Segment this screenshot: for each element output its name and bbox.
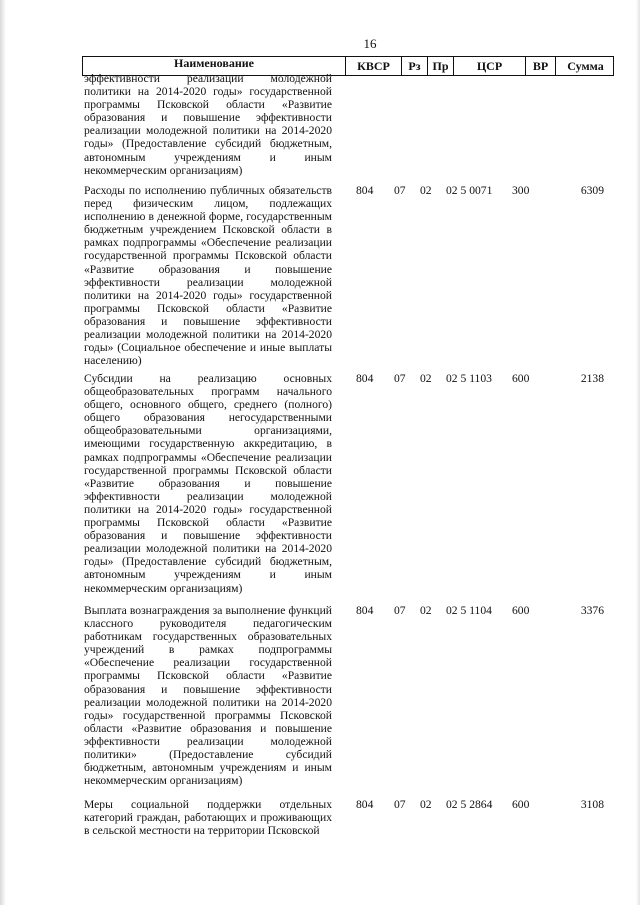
row-name: Меры социальной поддержки отдельных категорий граждан, работающих и проживающих в сельской местности на территории Псковской [84,798,332,838]
row-vr: 600 [512,798,530,811]
header-csr: ЦСР [453,57,525,75]
row-rz: 07 [394,798,406,811]
header-rz: Рз [401,57,427,75]
row-name: Выплата вознаграждения за выполнение функций классного руководителя педагогическим работникам государственных образовательных учреждений в рамках подпрограммы «Обеспечение реализации государственной программы Псковской области «Развитие образования и повышение эффективности реализации молодежной политики на 2014-2020 годы» государственной программы Псковской области «Развитие образования и повышение эффективности реализации молодежной политики» (Предоставление субсидий бюджетным, автономным учреждениям и иным некоммерческим организациям) [84,604,332,788]
row-vr: 600 [512,372,530,385]
row-sum: 6309 [580,184,604,197]
header-name: Наименование [174,56,254,70]
page-number: 16 [363,36,377,51]
row-pr: 02 [420,184,432,197]
row-pr: 02 [420,372,432,385]
row-kvsr: 804 [356,798,374,811]
row-name: эффективности реализации молодежной политики на 2014-2020 годы» государственной программы Псковской области «Развитие образования и повышение эффективности реализации молодежной политики на 2014-2020 годы» (Предоставление субсидий бюджетным, автономным учреждениям и иным некоммерческим организациям) [84,72,332,177]
row-csr: 02 5 0071 [446,184,493,197]
row-pr: 02 [420,798,432,811]
row-pr: 02 [420,604,432,617]
row-csr: 02 5 1104 [446,604,492,617]
row-kvsr: 804 [356,604,374,617]
row-name: Расходы по исполнению публичных обязательств перед физическим лицом, подлежащих исполнению в денежной форме, государственным бюджетным учреждением Псковской области в рамках подпрограммы «Обеспечение реализации государственной программы Псковской области «Развитие образования и повышение эффективности реализации молодежной политики на 2014-2020 годы» государственной программы Псковской области «Развитие образования и повышение эффективности реализации молодежной политики на 2014-2020 годы» (Социальное обеспечение и иные выплаты населению) [84,184,332,368]
row-name: Субсидии на реализацию основных общеобразовательных программ начального общего, основного общего, среднего (полного) общего образования негосударственными общеобразовательными организациями, имеющими государственную аккредитацию, в рамках подпрограммы «Обеспечение реализации государственной программы Псковской области «Развитие образования и повышение эффективности реализации молодежной политики на 2014-2020 годы» государственной программы Псковской области «Развитие образования и повышение эффективности реализации молодежной политики на 2014-2020 годы» (Предоставление субсидий бюджетным, автономным учреждениям и иным некоммерческим организациям) [84,372,332,595]
row-csr: 02 5 1103 [446,372,492,385]
header-sum: Сумма [555,57,615,75]
row-csr: 02 5 2864 [446,798,493,811]
header-vr: ВР [525,57,555,75]
row-kvsr: 804 [356,184,374,197]
row-sum: 3376 [580,604,604,617]
scan-edge-left [0,0,6,905]
row-sum: 3108 [580,798,604,811]
row-vr: 600 [512,604,530,617]
row-vr: 300 [512,184,530,197]
row-rz: 07 [394,604,406,617]
row-rz: 07 [394,372,406,385]
scan-edge-right [636,0,640,905]
header-pr: Пр [427,57,453,75]
row-rz: 07 [394,184,406,197]
header-kvsr: КВСР [345,57,401,75]
row-sum: 2138 [580,372,604,385]
row-kvsr: 804 [356,372,374,385]
